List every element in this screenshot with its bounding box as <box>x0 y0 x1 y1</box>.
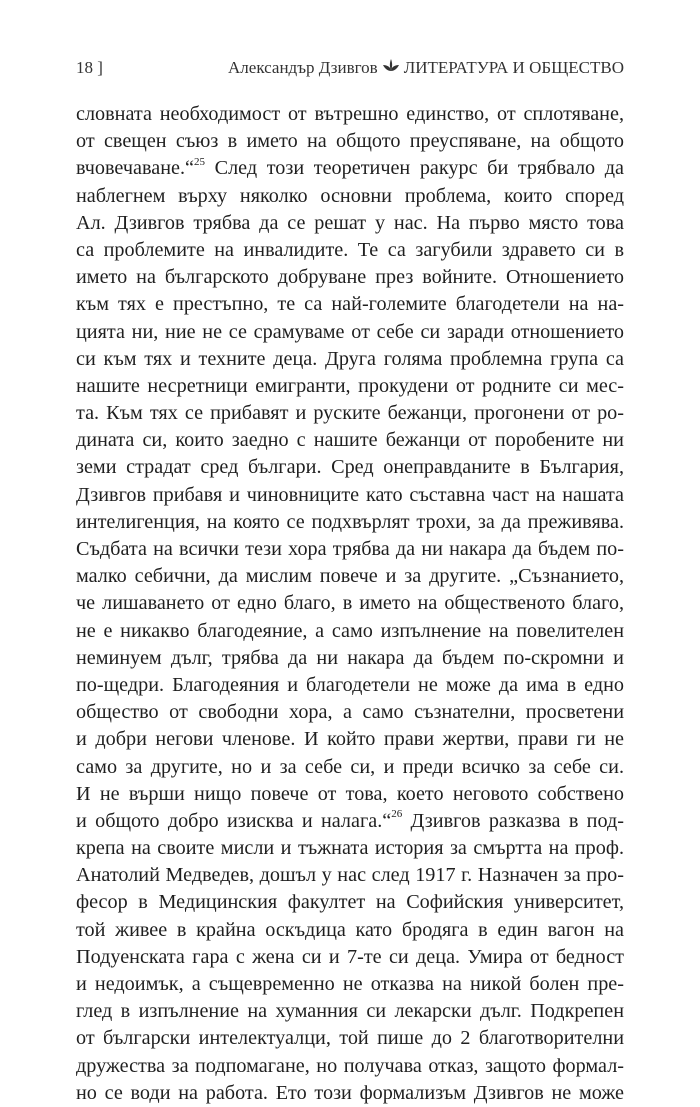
text-line: фесор в Медицинския факултет на Софийския университет, <box>76 891 624 914</box>
text-line: той живее в крайна оскъдица като бродяга в един вагон на <box>76 918 624 941</box>
text-line: интелигенция, на която се подхвърлят трохи, за да преживява. <box>76 510 624 533</box>
running-title <box>228 56 624 81</box>
text-line: към тях е престъпно, те са най-големите благодетели на на- <box>76 293 624 316</box>
text-line: Дзивгов прибавя и чиновниците като съставна част на нашата <box>76 483 624 506</box>
text-line: Подуенската гара с жена си и 7-те си деца. Умира от бедност <box>76 945 624 968</box>
page-number: 18 ] <box>76 58 103 77</box>
text-line: от свещен съюз в името на общото преуспяване, на общото <box>76 130 624 153</box>
text-line: малко себични, да мислим повече и за другите. „Съзнанието, <box>76 565 624 588</box>
text-line: само за другите, но и за себе си, и преди всичко за себе си. <box>76 755 624 778</box>
text-line: дружества за подпомагане, но получава отказ, защото формал- <box>76 1054 624 1077</box>
text-line: и добри негови членове. И който прави жертви, прави ги не <box>76 728 624 751</box>
text-line: че лишаването от едно благо, в името на общественото благо, <box>76 592 624 615</box>
leaf-ornament-icon <box>382 55 400 79</box>
text-line: земи страдат сред българи. Сред онеправданите в България, <box>76 456 624 479</box>
text-line: името на българското добруване през войните. Отношението <box>76 266 624 289</box>
text-line: та. Към тях се прибавят и руските бежанци, прогонени от ро- <box>76 402 624 425</box>
text-line: крепа на своите мисли и тъжната история за смъртта на проф. <box>76 837 624 860</box>
text-line <box>76 808 624 835</box>
text-fragment: След този теоретичен ракурс би трябвало да <box>205 157 624 180</box>
text-line: Ал. Дзивгов трябва да се решат у нас. На първо място това <box>76 211 624 234</box>
text-line: Съдбата на всички тези хора трябва да ни накара да бъдем по- <box>76 538 624 560</box>
text-line: И не върши нищо повече от това, което неговото собствено <box>76 782 624 805</box>
text-line: си към тях и техните деца. Друга голяма проблемна група са <box>76 347 624 370</box>
header-title: ЛИТЕРАТУРА И ОБЩЕСТВО <box>403 58 624 77</box>
text-line: не е никакво благодеяние, а само изпълнение на повелителен <box>76 619 624 642</box>
text-line: Анатолий Медведев, дошъл у нас след 1917 г. Назначен за про- <box>76 864 624 887</box>
text-line: от български интелектуалци, той пише до 2 благотворителни <box>76 1027 624 1050</box>
text-line: глед в изпълнение на хуманния си лекарски дълг. Подкрепен <box>76 1000 624 1023</box>
body-text <box>76 101 624 1107</box>
text-fragment: Дзивгов разказва в под- <box>402 809 624 832</box>
text-line: по-щедри. Благодеяния и благодетели не може да има в едно <box>76 673 624 696</box>
footnote-marker[interactable]: 25 <box>194 155 205 168</box>
text-fragment: вчовечаване.“ <box>76 157 194 180</box>
running-header <box>76 56 624 80</box>
text-line: дината си, които заедно с нашите бежанци от поробените ни <box>76 429 624 452</box>
text-line: и недоимък, а същевременно не отказва на никой болен пре- <box>76 973 624 995</box>
header-author: Александър Дзивгов <box>228 58 378 77</box>
text-line: цията ни, ние не се срамуваме от себе си заради отношението <box>76 320 624 343</box>
text-line: наблегнем върху няколко основни проблема, които според <box>76 184 624 207</box>
text-line <box>76 155 624 182</box>
text-line: словната необходимост от вътрешно единство, от сплотяване, <box>76 103 624 125</box>
text-line: общество от свободни хора, а само съзнателни, просветени <box>76 701 624 724</box>
text-line: но се води на работа. Ето този формализъм Дзивгов не може <box>76 1081 624 1104</box>
text-line: нашите несретници емигранти, прокудени от родните си мес- <box>76 374 624 397</box>
text-line: са проблемите на инвалидите. Те са загубили здравето си в <box>76 238 624 261</box>
text-fragment: и общото добро изисква и налага.“ <box>76 809 392 832</box>
text-line: неминуем дълг, трябва да ни накара да бъдем по-скромни и <box>76 646 624 669</box>
footnote-marker[interactable]: 26 <box>391 808 403 821</box>
